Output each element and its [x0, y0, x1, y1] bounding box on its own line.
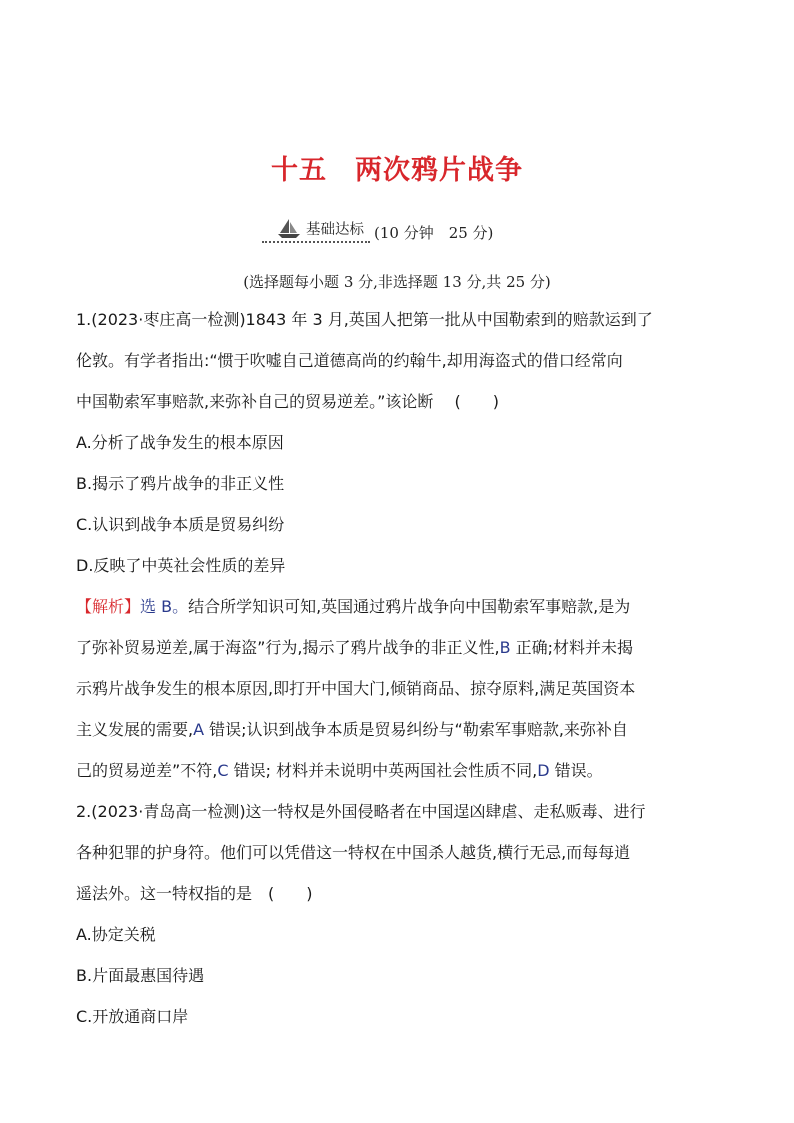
question-1-option-c[interactable]: C.认识到战争本质是贸易纠纷: [76, 515, 285, 534]
question-2-option-b[interactable]: B.片面最惠国待遇: [76, 966, 205, 985]
analysis-option-ref: D: [537, 761, 550, 780]
analysis-text: 错误;认识到战争本质是贸易纠纷与“勒索军事赔款,来弥补自: [204, 720, 628, 739]
section-header: [262, 213, 493, 243]
dotted-underline: [262, 241, 370, 243]
analysis-line: [76, 627, 726, 668]
analysis-option-ref: A: [193, 720, 205, 739]
question-1-option-d[interactable]: D.反映了中英社会性质的差异: [76, 556, 286, 575]
question-2-stem-line: 各种犯罪的护身符。他们可以凭借这一特权在中国杀人越货,横行无忌,而每每逍: [76, 843, 631, 862]
time-note: (10 分钟 25 分): [374, 224, 494, 242]
analysis-answer: 选 B。: [140, 597, 189, 616]
question-1-option-a[interactable]: A.分析了战争发生的根本原因: [76, 433, 284, 452]
page-title: 十五 两次鸦片战争: [271, 155, 523, 186]
question-2-option-c[interactable]: C.开放通商口岸: [76, 1007, 189, 1026]
analysis-text: 错误。: [549, 761, 603, 780]
question-2-option-a[interactable]: A.协定关税: [76, 925, 156, 944]
question-1: [76, 299, 726, 1037]
question-2-stem-line: 2.(2023·青岛高一检测)这一特权是外国侵略者在中国逞凶肆虐、走私贩毒、进行: [76, 802, 646, 821]
analysis-line: [76, 586, 726, 627]
question-1-analysis: [76, 586, 726, 791]
analysis-tag: 【解析】: [76, 597, 141, 616]
analysis-line: [76, 750, 726, 791]
analysis-text: 结合所学知识可知,英国通过鸦片战争向中国勒索军事赔款,是为: [188, 597, 631, 616]
question-2-stem-line: 遥法外。这一特权指的是 ( ): [76, 884, 313, 903]
section-badge: [262, 215, 364, 243]
sailboat-icon: [276, 217, 302, 239]
analysis-line: 示鸦片战争发生的根本原因,即打开中国大门,倾销商品、掠夺原料,满足英国资本: [76, 679, 636, 698]
analysis-text: 己的贸易逆差”不符,: [76, 761, 218, 780]
section-badge-label: 基础达标: [306, 221, 364, 238]
question-1-option-b[interactable]: B.揭示了鸦片战争的非正义性: [76, 474, 285, 493]
analysis-text: 主义发展的需要,: [76, 720, 194, 739]
analysis-text: 正确;材料并未揭: [510, 638, 634, 657]
analysis-option-ref: C: [217, 761, 229, 780]
question-1-stem-line: 伦敦。有学者指出:“惯于吹嘘自己道德高尚的约翰牛,却用海盗式的借口经常向: [76, 351, 623, 370]
question-1-stem-line: 中国勒索军事赔款,来弥补自己的贸易逆差。”该论断 ( ): [76, 392, 499, 411]
analysis-text: 错误; 材料并未说明中英两国社会性质不同,: [228, 761, 538, 780]
analysis-line: [76, 709, 726, 750]
analysis-option-ref: B: [499, 638, 511, 657]
question-1-stem-line: 1.(2023·枣庄高一检测)1843 年 3 月,英国人把第一批从中国勒索到的赔款运到了: [76, 310, 653, 329]
score-note: (选择题每小题 3 分,非选择题 13 分,共 25 分): [243, 273, 551, 291]
analysis-text: 了弥补贸易逆差,属于海盗”行为,揭示了鸦片战争的非正义性,: [76, 638, 500, 657]
